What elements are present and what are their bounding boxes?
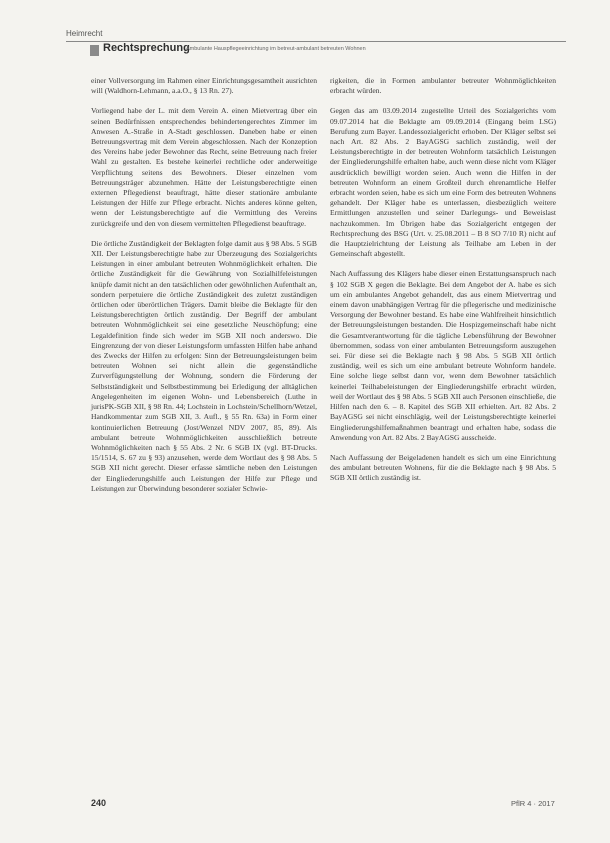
journal-issue: PflR 4 · 2017: [511, 799, 555, 808]
paragraph: Vorliegend habe der L. mit dem Verein A. einen Mietvertrag über ein seinen Bedürfnissen entsprechendes behindertengerechtes Zimmer im Anwesen A.-Straße in A-Stadt geschlossen. Daneben habe er einen Betreuungsvertrag mit dem Verein abgeschlossen. Nach der Konzeption des Vereins habe jeder Bewohner das Recht, seine Betreuung nach freier Wahl zu gestalten. Es bestehe keinerlei rechtliche oder anderweitige Verpflichtung seitens des Bewohners. Dieser einzelnen vom Betreuungsträger abzunehmen. Hätte der Leistungsberechtigte einen externen Pflegedienst beauftragt, hätte dieser stationäre ambulante Leistungen der Hilfe zur Pflege erbracht. Nichts anderes könne gelten, wenn der Leistungsberechtigte auf die Vermittlung des Vereins zurückgreife und den von diesem vermittelten Pflegedienst beauftrage.: [91, 106, 317, 228]
paragraph: Nach Auffassung des Klägers habe dieser einen Erstattungsanspruch nach § 102 SGB X gegen die Beklagte. Bei dem Angebot der A. habe es sich um ein ambulantes Angebot gehandelt, das aus einem Mietvertrag und einem davon unabhängigen Vertrag für die pflegerische und medizinische Versorgung der Bewohner bestand. Es habe eine Wahlfreiheit hinsichtlich der Betreuungsleistungen bestanden. Die Hospizgemeinschaft habe nicht die Gesamtverantwortung für die tägliche Lebensführung der Bewohner übernommen, sodass von einer ambulanten Betreuungsform auszugehen sei. Für diese sei die Beklagte nach § 98 Abs. 5 SGB XII örtlich zuständig, weil es sich um eine ambulant betreute Wohnform handele. Eine solche liege selbst dann vor, wenn dem Bewohner tatsächlich keinerlei Teilhabeleistungen der Eingliederungshilfe erbracht würden, weil der Wortlaut des § 98 Abs. 5 SGB XII auch Personen einschließe, die Hilfen nach den 6. – 8. Kapitel des SGB XII erhielten. Art. 82 Abs. 2 BayAGSG sei nicht einschlägig, weil der Leistungsberechtigte keinerlei Eingliederungshilfemaßnahmen beantragt und erhalten habe, sodass die Anwendung von Art. 82 Abs. 2 BayAGSG ausscheide.: [330, 269, 556, 442]
section-title: Rechtsprechung: [103, 42, 190, 54]
paragraph: Die örtliche Zuständigkeit der Beklagten folge damit aus § 98 Abs. 5 SGB XII. Der Leistungsberechtigte habe zur Überzeugung des Sozialgerichts Leistungen in einer ambulant betreuten Wohnmöglichkeit erhalten. Die örtliche Zuständigkeit für die Gewährung von Sozialhilfeleistungen knüpfe damit nicht an den tatsächlichen oder gewöhnlichen Aufenthalt an, sondern perpetuiere die örtliche Zuständigkeit des zuletzt zuständigen örtlichen oder überörtlichen Trägers. Damit bleibe die Beklagte für den Leistungsberechtigten örtlich zuständig. Der Begriff der ambulant betreuten Wohnmöglichkeit sei eine gesetzliche Neuschöpfung; eine Legaldefinition finde sich weder im SGB XII noch anderswo. Die Eingrenzung der von dieser Leistungsform umfassten Hilfen habe anhand des Zwecks der Hilfen zu erfolgen: Sinn der Betreuungsleistungen beim betreuten Wohnen sei nicht allein die gegenständliche Zurverfügungstellung der Wohnung, sondern die Förderung der Selbstständigkeit und Selbstbestimmung bei Erledigung der alltäglichen Angelegenheiten im eigenen Wohn- und Lebensbereich (Luthe in jurisPK-SGB XII, § 98 Rn. 44; Lochstein in Lochstein/Schellhorn/Wetzel, Handkommentar zum SGB XII, 3. Aufl., § 55 Rn. 63a) in Form einer kontinuierlichen Betreuung (Jost/Wenzel NDV 2007, 85, 89). Als ambulant betreute Wohnmöglichkeiten ausschließlich betreute Wohnmöglichkeiten nach § 55 Abs. 2 Nr. 6 SGB IX (vgl. BT-Drucks. 15/1514, S. 67 zu § 93) anzusehen, werde dem Wortlaut des § 98 Abs. 5 SGB XII nicht gerecht. Dieser erfasse sämtliche neben den Leistungen der Eingliederungshilfe auch Leistungen der Hilfe zur Pflege und Leistungen zur Überwindung besonderer sozialer Schwie-: [91, 238, 317, 493]
paragraph: Nach Auffassung der Beigeladenen handelt es sich um eine Einrichtung des ambulant betreuten Wohnens, für die die Beklagte nach § 98 Abs. 5 SGB XII örtlich zuständig ist.: [330, 452, 556, 483]
left-column: [91, 76, 317, 504]
section-marker: [90, 45, 99, 56]
page-number: 240: [91, 798, 107, 808]
paragraph: einer Vollversorgung im Rahmen einer Einrichtungsgesamtheit ausrichten will (Waldhorn-Lehmann, a.a.O., § 13 Rn. 27).: [91, 76, 317, 96]
right-column: [330, 76, 556, 494]
paragraph: rigkeiten, die in Formen ambulanter betreuter Wohnmöglichkeiten erbracht würden.: [330, 76, 556, 96]
paragraph: Gegen das am 03.09.2014 zugestellte Urteil des Sozialgerichts vom 09.07.2014 hat die Beklagte am 09.09.2014 (Eingang beim LSG) Berufung zum Bayer. Landessozialgericht erhoben. Der Kläger selbst sei nach Art. 82 Abs. 2 BayAGSG sachlich zuständig, weil der Leistungsberechtigte in der betreuten Wohnform tatsächlich Leistungen der Eingliederungshilfe erhalten habe, auch wenn diese nicht vom Kläger ausdrücklich bewilligt worden seien. Auch wenn die Hilfen in der betreuten Wohnform an einem Großteil durch ehrenamtliche Helfer erbracht worden seien, habe es sich um eine Form des betreuten Wohnens gehandelt. Der Kläger habe es unterlassen, diesbezüglich weitere Ermittlungen anzustellen und seiner Darlegungs- und Beweislast nachzukommen. Im Übrigen habe das Sozialgericht entgegen der Rechtsprechung des BSG (Urt. v. 25.08.2011 – B 8 SO 7/10 R) nicht auf die Hauptzielrichtung der Leistung als Teilhabe am Leben in der Gemeinschaft abgestellt.: [330, 106, 556, 259]
journal-name: Heimrecht: [66, 29, 103, 38]
section-subtitle: Ambulante Hauspflegeeinrichtung im betreut-ambulant betreuten Wohnen: [186, 46, 366, 52]
